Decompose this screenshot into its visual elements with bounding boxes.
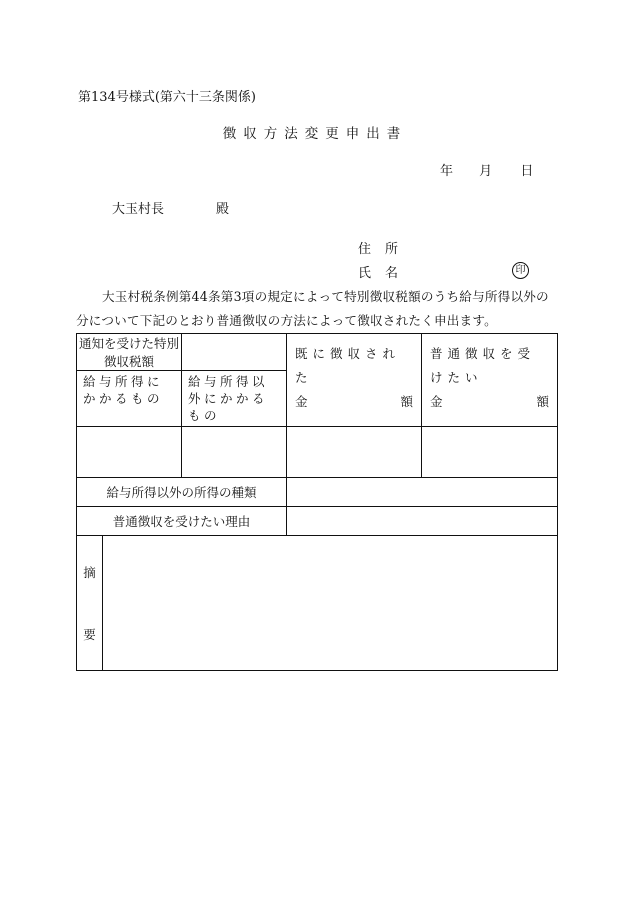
desired-amount-field[interactable] bbox=[422, 427, 558, 478]
other-income-amount-field[interactable] bbox=[182, 427, 287, 478]
remarks-field[interactable] bbox=[103, 536, 558, 671]
amount-left-label: 金 bbox=[295, 394, 308, 409]
amount-label-collected bbox=[295, 390, 413, 414]
collected-amount-field[interactable] bbox=[287, 427, 422, 478]
form-number: 第134号様式(第六十三条関係) bbox=[78, 90, 256, 105]
salary-income-amount-field[interactable] bbox=[77, 427, 182, 478]
other-income-header: 給与所得以外にかかるもの bbox=[182, 371, 287, 427]
document-title: 徴収方法変更申出書 bbox=[222, 126, 408, 142]
date-line bbox=[440, 160, 533, 179]
body-text: 大玉村税条例第44条第3項の規定によって特別徴収税額のうち給与所得以外の分について下記のとおり普通徴収の方法によって徴収されたく申出ます。 bbox=[76, 289, 549, 328]
collected-label: 既に徴収された bbox=[295, 346, 401, 385]
amount-left-label: 金 bbox=[430, 394, 443, 409]
reason-field[interactable] bbox=[287, 507, 558, 536]
month-label: 月 bbox=[479, 164, 493, 179]
notified-tax-header: 通知を受けた特別徴収税額 bbox=[77, 334, 182, 371]
collected-amount-header bbox=[287, 334, 422, 427]
honorific: 殿 bbox=[216, 202, 230, 217]
income-type-label: 給与所得以外の所得の種類 bbox=[77, 478, 287, 507]
name-label: 氏名 bbox=[358, 266, 413, 281]
seal-mark: 印 bbox=[512, 262, 529, 279]
amount-right-label: 額 bbox=[536, 394, 550, 409]
amount-label-desired bbox=[430, 390, 549, 414]
remarks-label bbox=[77, 536, 103, 671]
income-type-field[interactable] bbox=[287, 478, 558, 507]
form-table bbox=[76, 333, 558, 671]
salary-income-header: 給与所得にかかるもの bbox=[77, 371, 182, 427]
remarks-label-bottom: 要 bbox=[83, 627, 96, 642]
notified-tax-header-cont bbox=[182, 334, 287, 371]
desired-amount-header bbox=[422, 334, 558, 427]
desired-label: 普通徴収を受けたい bbox=[430, 346, 536, 385]
remarks-label-top: 摘 bbox=[83, 565, 96, 580]
day-label: 日 bbox=[520, 164, 534, 179]
amount-right-label: 額 bbox=[400, 394, 414, 409]
address-label: 住所 bbox=[358, 242, 413, 257]
year-label: 年 bbox=[440, 164, 454, 179]
reason-label: 普通徴収を受けたい理由 bbox=[77, 507, 287, 536]
addressee: 大玉村長 bbox=[112, 202, 165, 217]
